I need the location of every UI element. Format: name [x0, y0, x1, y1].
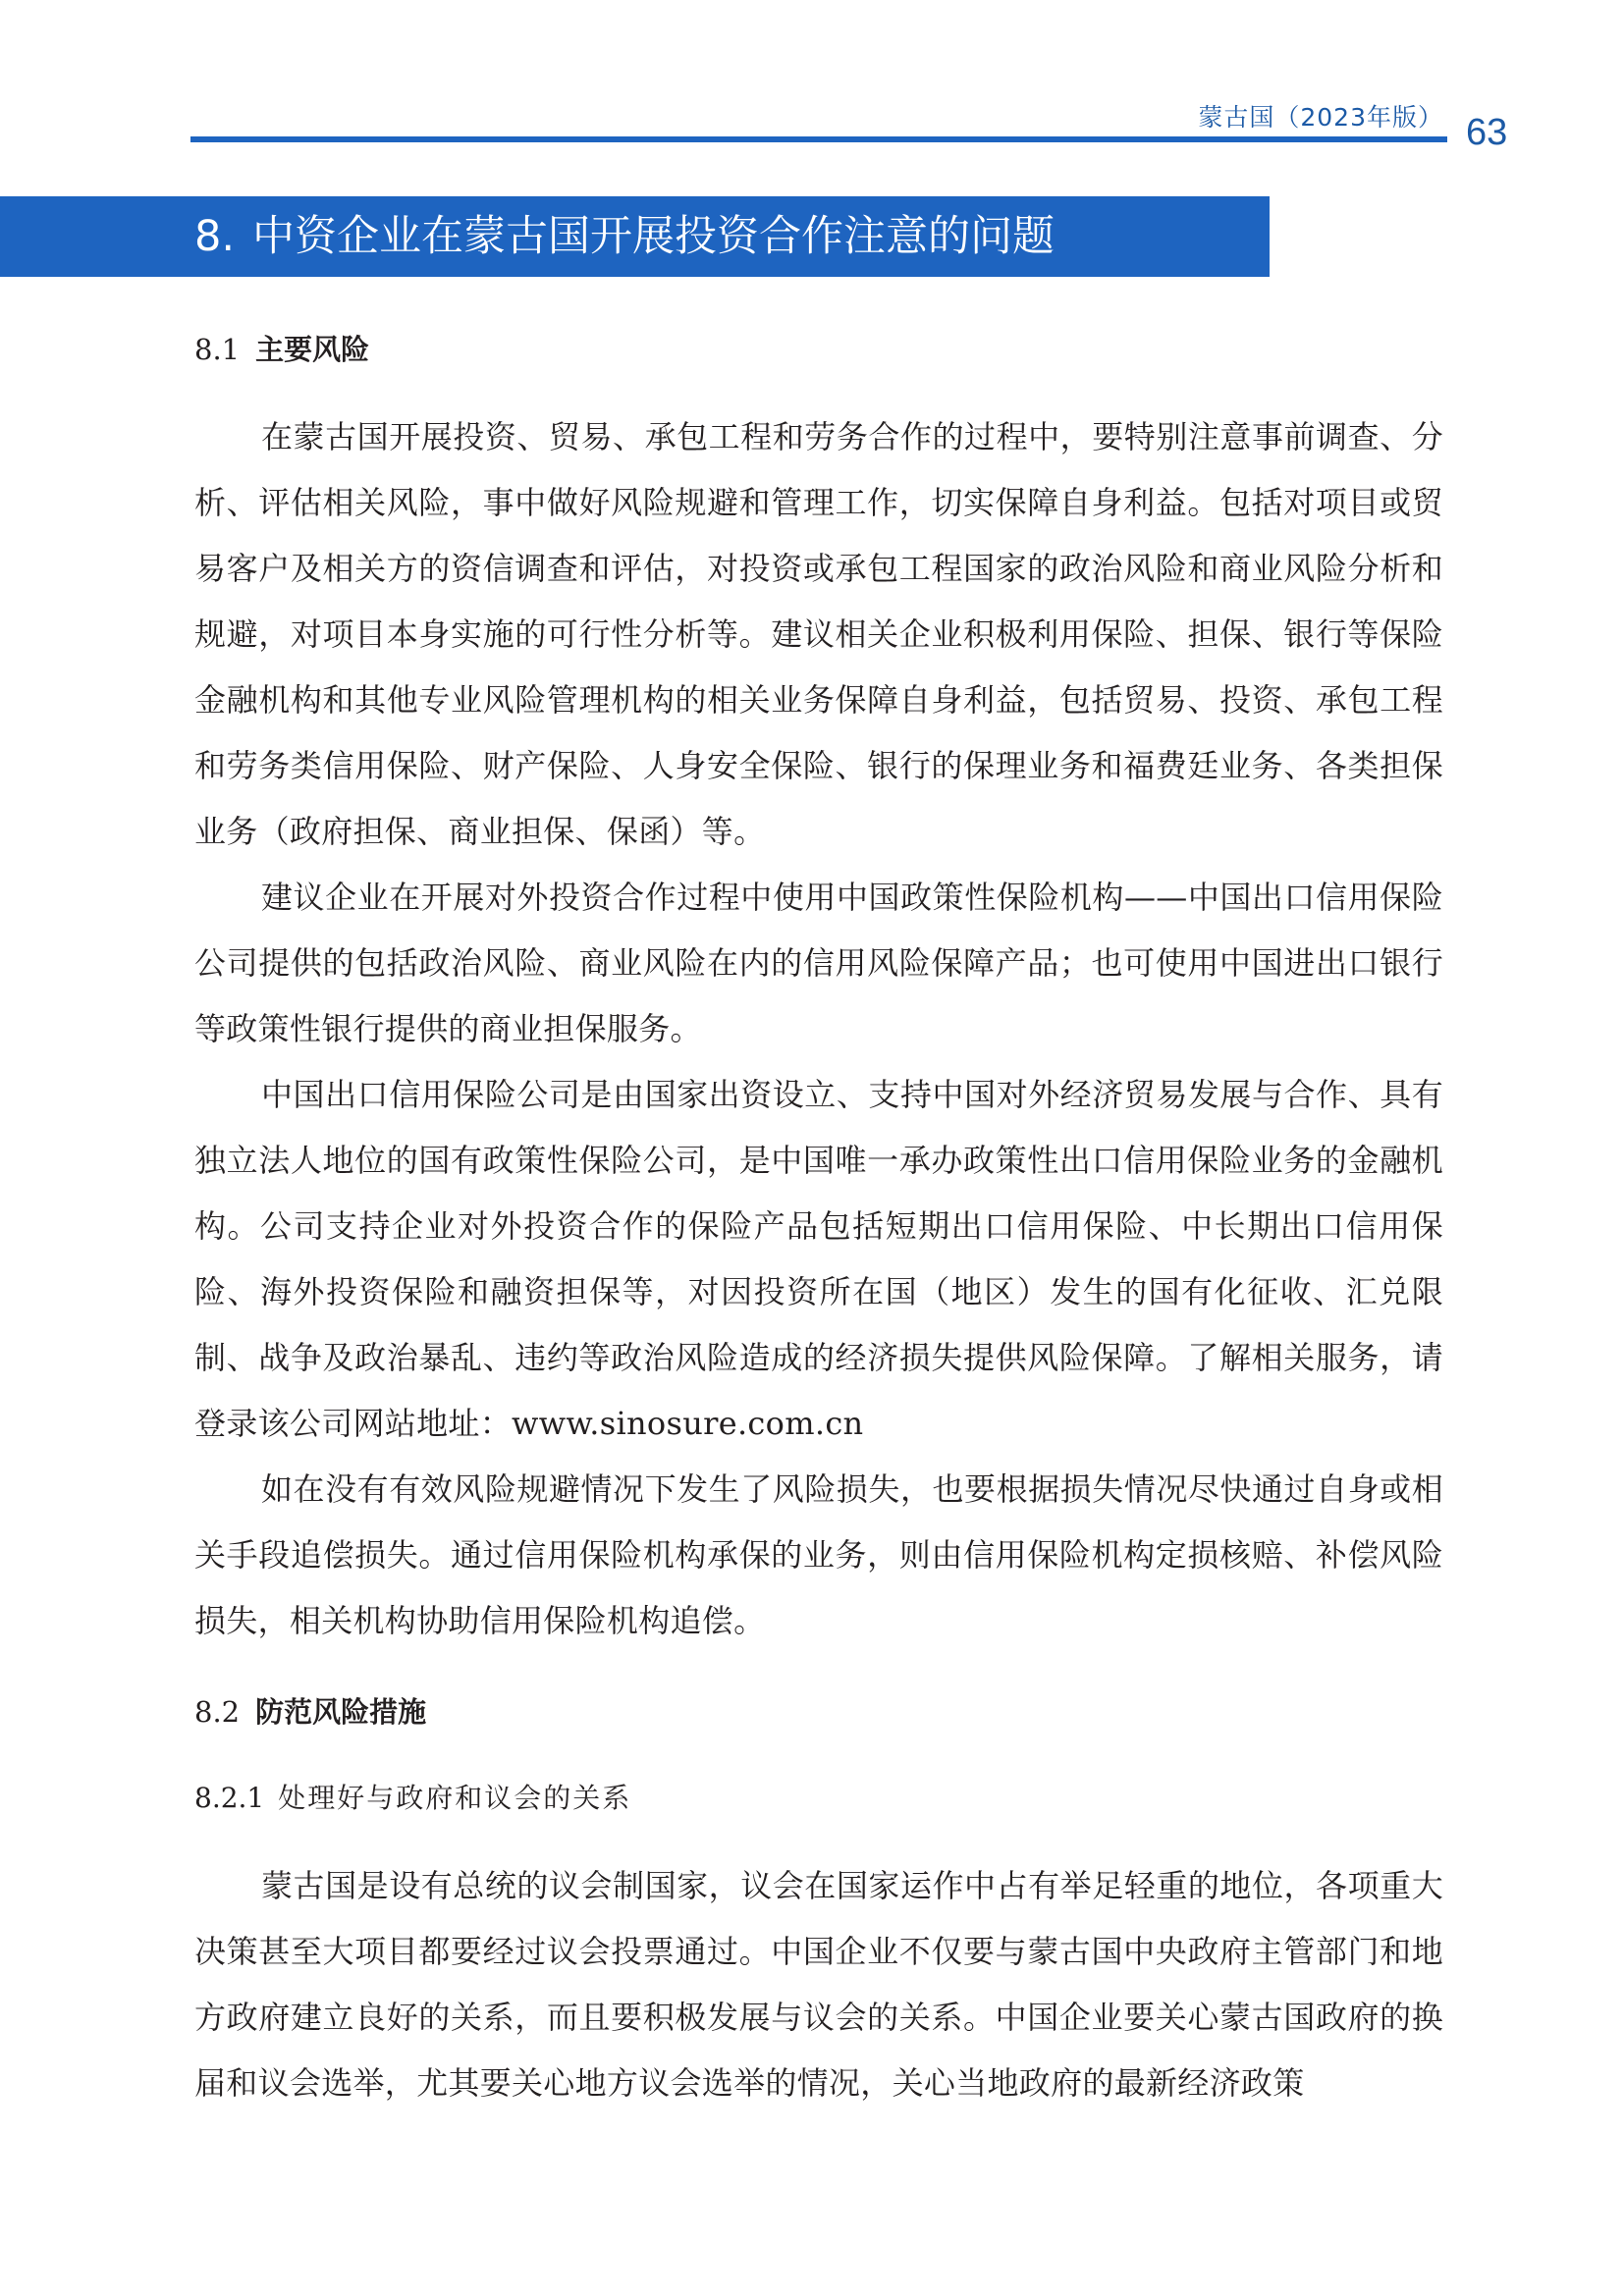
- paragraph: 中国出口信用保险公司是由国家出资设立、支持中国对外经济贸易发展与合作、具有独立法人地位的国有政策性保险公司，是中国唯一承办政策性出口信用保险业务的金融机构。公司支持企业对外投资合作的保险产品包括短期出口信用保险、中长期出口信用保险、海外投资保险和融资担保等，对因投资所在国（地区）发生的国有化征收、汇兑限制、战争及政治暴乱、违约等政治风险造成的经济损失提供风险保障。了解相关服务，请登录该公司网站地址：www.sinosure.com.cn: [194, 1076, 1443, 1442]
- section-number: 8.1: [194, 333, 241, 366]
- chapter-banner: [0, 196, 1270, 277]
- section-title: 主要风险: [255, 333, 370, 366]
- subsection-8-2-1-body: [194, 1853, 1443, 2116]
- section-title: 防范风险措施: [255, 1695, 427, 1729]
- section-heading-8-1: [194, 328, 369, 368]
- section-8-1-body: [194, 404, 1443, 1654]
- page-number: 63: [1466, 112, 1508, 153]
- running-title: 蒙古国（2023年版）: [1198, 103, 1443, 132]
- section-number: 8.2: [194, 1695, 241, 1729]
- header-rule: [190, 136, 1447, 142]
- chapter-number: 8.: [194, 212, 236, 261]
- subsection-number: 8.2.1: [194, 1782, 265, 1814]
- paragraph: 在蒙古国开展投资、贸易、承包工程和劳务合作的过程中，要特别注意事前调查、分析、评估相关风险，事中做好风险规避和管理工作，切实保障自身利益。包括对项目或贸易客户及相关方的资信调查和评估，对投资或承包工程国家的政治风险和商业风险分析和规避，对项目本身实施的可行性分析等。建议相关企业积极利用保险、担保、银行等保险金融机构和其他专业风险管理机构的相关业务保障自身利益，包括贸易、投资、承包工程和劳务类信用保险、财产保险、人身安全保险、银行的保理业务和福费廷业务、各类担保业务（政府担保、商业担保、保函）等。: [194, 418, 1443, 850]
- paragraph: 蒙古国是设有总统的议会制国家，议会在国家运作中占有举足轻重的地位，各项重大决策甚至大项目都要经过议会投票通过。中国企业不仅要与蒙古国中央政府主管部门和地方政府建立良好的关系，而且要积极发展与议会的关系。中国企业要关心蒙古国政府的换届和议会选举，尤其要关心地方议会选举的情况，关心当地政府的最新经济政策: [194, 1867, 1443, 2102]
- section-heading-8-2: [194, 1690, 426, 1731]
- subsection-heading-8-2-1: [194, 1777, 631, 1816]
- paragraph: 如在没有有效风险规避情况下发生了风险损失，也要根据损失情况尽快通过自身或相关手段追偿损失。通过信用保险机构承保的业务，则由信用保险机构定损核赔、补偿风险损失，相关机构协助信用保险机构追偿。: [194, 1470, 1443, 1639]
- chapter-title: 中资企业在蒙古国开展投资合作注意的问题: [252, 212, 1056, 261]
- subsection-title: 处理好与政府和议会的关系: [278, 1782, 632, 1814]
- paragraph: 建议企业在开展对外投资合作过程中使用中国政策性保险机构——中国出口信用保险公司提供的包括政治风险、商业风险在内的信用风险保障产品；也可使用中国进出口银行等政策性银行提供的商业担保服务。: [194, 879, 1443, 1047]
